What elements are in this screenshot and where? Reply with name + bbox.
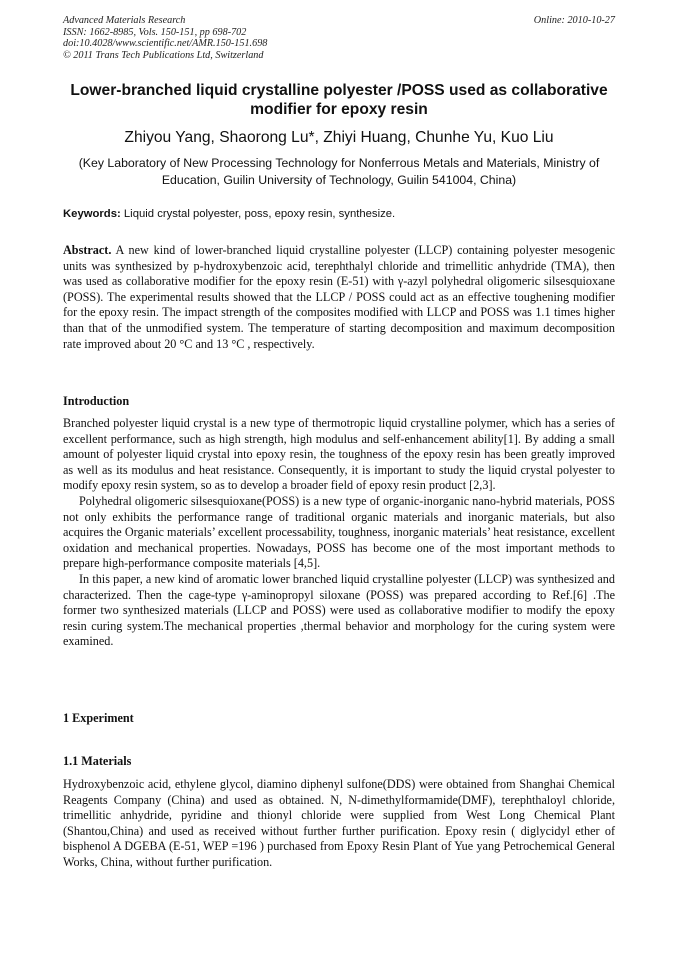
affiliation: (Key Laboratory of New Processing Technology for Nonferrous Metals and Materials, Ministry of Education, Guilin University of Technology, Guilin 541004, China) (78, 156, 600, 187)
keywords (63, 207, 615, 222)
keywords-text: Liquid crystal polyester, poss, epoxy resin, synthesize. (120, 208, 396, 220)
abstract-label: Abstract. (63, 243, 112, 257)
experiment-heading: 1 Experiment (63, 711, 134, 725)
introduction-paragraph-2: Polyhedral oligomeric silsesquioxane(POSS) is a new type of organic-inorganic nano-hybrid materials, POSS not only exhibits the performance range of traditional organic materials and inorganic materials, but also acquires the Organic materials’ excellent processability, toughness, inorganic materials’ heat resistance, excellent oxidation and mechanical properties. Nowadays, POSS has become one of the most important methods to prepare high-performance composite materials [4,5]. (63, 493, 615, 571)
online-date: Online: 2010-10-27 (533, 15, 615, 26)
copyright-line: © 2011 Trans Tech Publications Ltd, Switzerland (63, 49, 264, 61)
abstract (63, 243, 615, 352)
materials-body (63, 777, 615, 871)
materials-paragraph-1: Hydroxybenzoic acid, ethylene glycol, diamino diphenyl sulfone(DDS) were obtained from Shanghai Chemical Reagents Company (China) and used as obtained. N, N-dimethylformamide(DMF), terephthaloyl chloride, trimellitic anhydride, pyridine and thionyl chloride were supplied from West Long Chemical Plant (Shantou,China) and used as received without further further purification. Epoxy resin ( diglycidyl ether of bisphenol A DGEBA (E-51, WEP =196 ) purchased from Epoxy Resin Plant of Yue yang Petrochemical General Works, China, without further purification. (63, 777, 615, 869)
author-list: Zhiyou Yang, Shaorong Lu*, Zhiyi Huang, Chunhe Yu, Kuo Liu (124, 129, 554, 146)
doi-line: doi:10.4028/www.scientific.net/AMR.150-151.698 (63, 38, 268, 50)
abstract-text: A new kind of lower-branched liquid crystalline polyester (LLCP) containing polyester mesogenic units was synthesized by p-hydroxybenzoic acid, terephthalyl chloride and trimellitic anhydride (TMA), then was used as collaborative modifier for the epoxy resin (E-51) with γ-azyl polyhedral oligomeric silsesquioxane (POSS). The experimental results showed that the LLCP / POSS could act as an effective toughening modifier for the epoxy resin. The impact strength of the composites modified with LLCP and POSS was 1.1 times higher than that of the unmodified system. The temperature of starting decomposition and maximum decomposition rate improved about 20 °C and 13 °C , respectively. (63, 243, 615, 351)
journal-header (63, 15, 615, 61)
journal-name: Advanced Materials Research (63, 15, 186, 26)
introduction-heading: Introduction (63, 394, 130, 408)
introduction-paragraph-3: In this paper, a new kind of aromatic lower branched liquid crystalline polyester (LLCP) was synthesized and characterized. Then the cage-type γ-aminopropyl siloxane (POSS) was prepared according to Ref.[6] .The former two synthesized materials (LLCP and POSS) were used as collaborative modifier to modify the epoxy resin curing system.The mechanical properties ,thermal behavior and morphology for the curing system were examined. (63, 571, 615, 649)
materials-heading: 1.1 Materials (63, 754, 132, 768)
paper-title: Lower-branched liquid crystalline polyester /POSS used as collaborative modifier for epoxy resin (70, 82, 608, 118)
introduction-body (63, 416, 615, 650)
keywords-label: Keywords: (63, 208, 121, 220)
issn-line: ISSN: 1662-8985, Vols. 150-151, pp 698-702 (63, 26, 247, 38)
introduction-paragraph-1: Branched polyester liquid crystal is a new type of thermotropic liquid crystalline polymer, which has a series of excellent performance, such as high strength, high modulus and self-enhancement ability[1]. By adding a small amount of polyester liquid crystal into epoxy resin, the toughness of the epoxy resin has been greatly improved as well as its modulus and heat resistance. Consequently, it is important to study the liquid crystal polyester to modify epoxy resin system, so as to develop a broader field of epoxy resin product [2,3]. (63, 416, 615, 493)
